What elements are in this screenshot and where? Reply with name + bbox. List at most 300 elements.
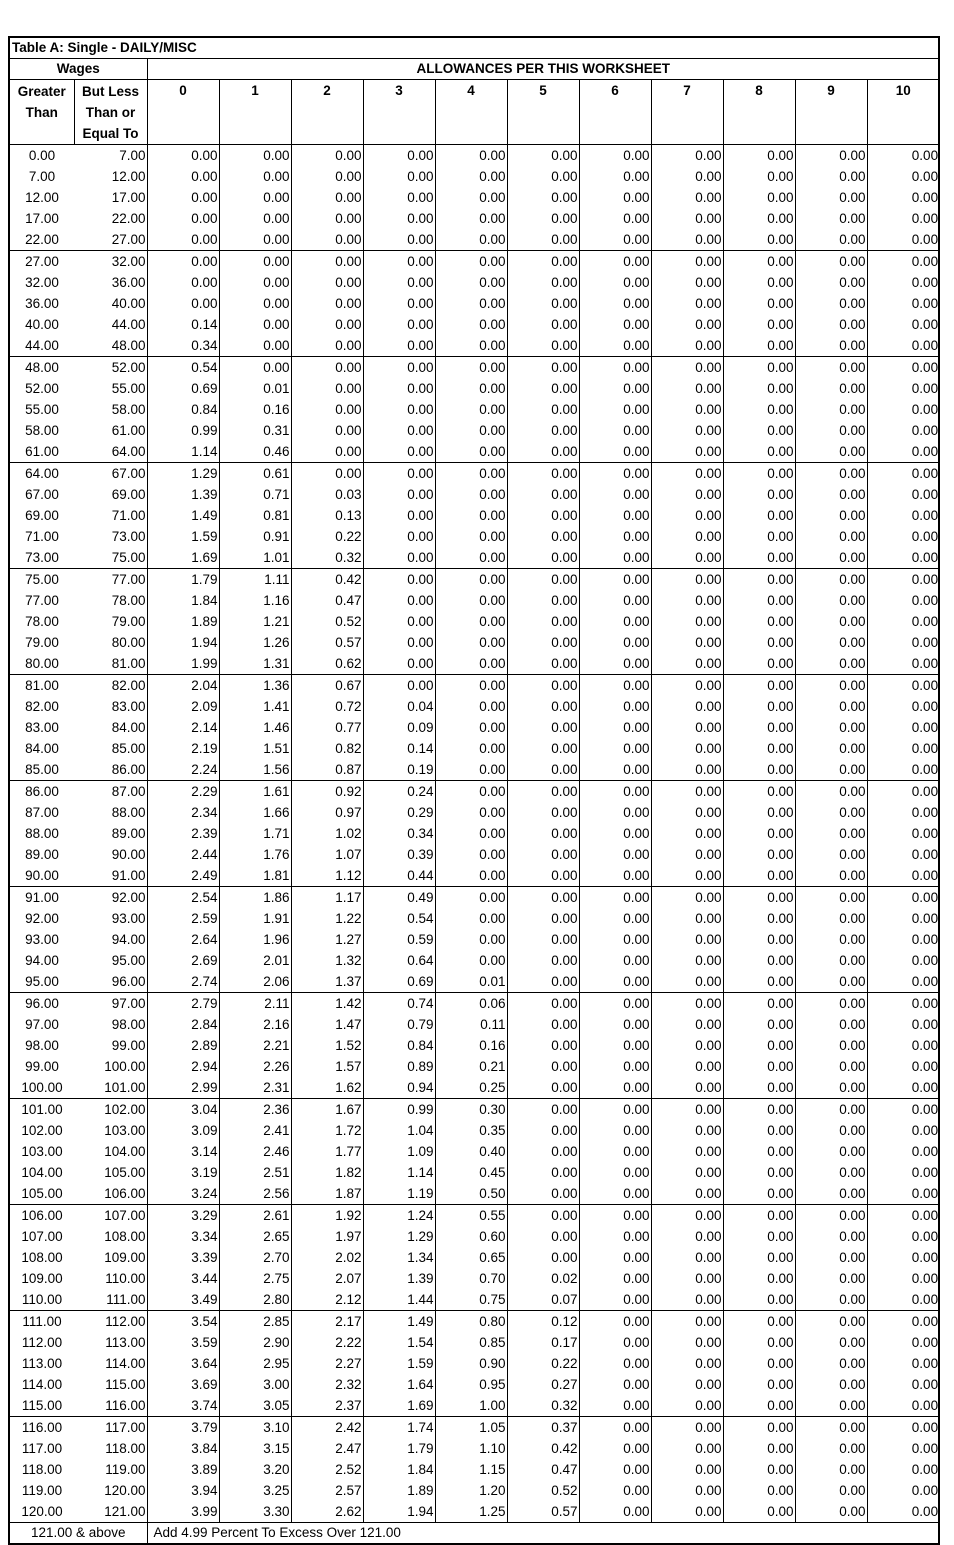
withholding-cell: 0.00: [795, 993, 867, 1015]
wage-but-less: 77.00: [74, 569, 147, 591]
withholding-cell: 0.00: [435, 929, 507, 950]
withholding-cell: 0.00: [651, 844, 723, 865]
withholding-cell: 0.00: [795, 653, 867, 675]
withholding-cell: 2.16: [219, 1014, 291, 1035]
withholding-cell: 0.00: [579, 251, 651, 273]
withholding-cell: 0.00: [579, 1332, 651, 1353]
withholding-cell: 3.14: [147, 1141, 219, 1162]
withholding-cell: 0.00: [363, 293, 435, 314]
wage-but-less: 12.00: [74, 166, 147, 187]
table-row: [10, 1205, 939, 1227]
wage-but-less: 112.00: [74, 1311, 147, 1333]
withholding-cell: 0.00: [507, 399, 579, 420]
withholding-cell: 2.84: [147, 1014, 219, 1035]
table-row: [10, 1099, 939, 1121]
withholding-cell: 2.62: [291, 1501, 363, 1523]
withholding-cell: 0.00: [435, 950, 507, 971]
withholding-cell: 1.57: [291, 1056, 363, 1077]
wage-but-less: 80.00: [74, 632, 147, 653]
wage-but-less: 22.00: [74, 208, 147, 229]
withholding-cell: 2.56: [219, 1183, 291, 1205]
withholding-cell: 0.00: [723, 1099, 795, 1121]
withholding-cell: 1.29: [363, 1226, 435, 1247]
withholding-cell: 3.99: [147, 1501, 219, 1523]
withholding-cell: 0.00: [651, 1459, 723, 1480]
withholding-cell: 2.52: [291, 1459, 363, 1480]
withholding-cell: 3.05: [219, 1395, 291, 1417]
withholding-cell: 0.00: [651, 229, 723, 251]
withholding-cell: 0.00: [435, 908, 507, 929]
withholding-cell: 1.14: [363, 1162, 435, 1183]
withholding-cell: 0.57: [291, 632, 363, 653]
withholding-cell: 0.92: [291, 781, 363, 803]
withholding-cell: 0.00: [795, 1438, 867, 1459]
withholding-cell: 1.00: [435, 1395, 507, 1417]
withholding-cell: 2.95: [219, 1353, 291, 1374]
wage-but-less: 100.00: [74, 1056, 147, 1077]
withholding-cell: 1.01: [219, 547, 291, 569]
withholding-cell: 0.00: [291, 293, 363, 314]
withholding-cell: 1.14: [147, 441, 219, 463]
withholding-cell: 0.00: [579, 1141, 651, 1162]
withholding-cell: 0.57: [507, 1501, 579, 1523]
withholding-cell: 0.61: [219, 463, 291, 485]
withholding-cell: 3.89: [147, 1459, 219, 1480]
withholding-cell: 1.19: [363, 1183, 435, 1205]
withholding-cell: 0.00: [795, 950, 867, 971]
wage-but-less: 44.00: [74, 314, 147, 335]
wage-but-less: 32.00: [74, 251, 147, 273]
withholding-cell: 0.00: [723, 653, 795, 675]
withholding-cell: 0.00: [795, 569, 867, 591]
wage-but-less: 27.00: [74, 229, 147, 251]
wage-greater-than: 97.00: [25, 1016, 59, 1032]
withholding-cell: 0.00: [579, 1501, 651, 1523]
allowance-col-header: 2: [291, 80, 363, 145]
withholding-cell: 0.00: [723, 1268, 795, 1289]
withholding-cell: 0.00: [651, 145, 723, 167]
withholding-cell: 0.00: [363, 166, 435, 187]
withholding-cell: 1.10: [435, 1438, 507, 1459]
withholding-cell: 0.00: [911, 422, 939, 438]
withholding-cell: 1.84: [147, 590, 219, 611]
withholding-cell: 0.00: [867, 569, 939, 591]
wage-greater-than: 120.00: [21, 1503, 63, 1519]
withholding-cell: 1.81: [219, 865, 291, 887]
withholding-cell: 0.00: [911, 528, 939, 544]
table-row: [10, 844, 939, 865]
withholding-cell: 0.06: [435, 993, 507, 1015]
withholding-cell: 0.00: [435, 653, 507, 675]
withholding-cell: 0.00: [795, 441, 867, 463]
wage-greater-than: 64.00: [10, 463, 74, 485]
wage-but-less: 40.00: [74, 293, 147, 314]
withholding-cell: 0.01: [435, 971, 507, 993]
table-row: [10, 547, 939, 569]
tax-table: [10, 38, 939, 1543]
withholding-cell: 0.00: [507, 1183, 579, 1205]
withholding-cell: 0.00: [507, 378, 579, 399]
withholding-cell: 0.46: [219, 441, 291, 463]
table-row: [10, 463, 939, 485]
withholding-cell: 0.00: [795, 293, 867, 314]
withholding-cell: 0.00: [579, 802, 651, 823]
withholding-cell: 0.00: [651, 569, 723, 591]
wage-but-less: 106.00: [74, 1183, 147, 1205]
withholding-cell: 0.00: [651, 1311, 723, 1333]
withholding-cell: 0.54: [147, 357, 219, 379]
withholding-cell: 0.00: [579, 484, 651, 505]
withholding-cell: 1.69: [147, 547, 219, 569]
wage-greater-than: 115.00: [21, 1397, 63, 1413]
table-row: [10, 526, 939, 547]
withholding-cell: 1.37: [291, 971, 363, 993]
wage-greater-than: 86.00: [10, 781, 74, 803]
table-row: [10, 166, 939, 187]
withholding-cell: 0.00: [723, 887, 795, 909]
withholding-cell: 0.00: [363, 484, 435, 505]
withholding-cell: 0.00: [723, 1459, 795, 1480]
withholding-cell: 0.00: [291, 357, 363, 379]
table-row: [10, 145, 939, 167]
withholding-cell: 0.00: [435, 802, 507, 823]
wage-greater-than: 52.00: [25, 380, 59, 396]
withholding-cell: 0.00: [651, 675, 723, 697]
withholding-cell: 1.84: [363, 1459, 435, 1480]
withholding-cell: 0.00: [651, 971, 723, 993]
withholding-cell: 0.00: [219, 166, 291, 187]
withholding-cell: 0.00: [795, 251, 867, 273]
withholding-cell: 1.89: [147, 611, 219, 632]
withholding-cell: 0.31: [219, 420, 291, 441]
withholding-cell: 0.00: [795, 1014, 867, 1035]
withholding-cell: 0.00: [795, 717, 867, 738]
table-title: Table A: Single - DAILY/MISC: [10, 38, 939, 59]
withholding-cell: 0.00: [795, 696, 867, 717]
withholding-cell: 0.00: [579, 314, 651, 335]
withholding-cell: 0.00: [507, 590, 579, 611]
wage-greater-than: 104.00: [21, 1164, 63, 1180]
withholding-cell: 3.69: [147, 1374, 219, 1395]
withholding-cell: 0.00: [579, 399, 651, 420]
wage-greater-than: 40.00: [25, 316, 59, 332]
wage-but-less: 73.00: [74, 526, 147, 547]
withholding-cell: 0.00: [651, 993, 723, 1015]
wage-but-less: 101.00: [74, 1077, 147, 1099]
withholding-cell: 0.00: [579, 1480, 651, 1501]
withholding-cell: 0.00: [435, 314, 507, 335]
withholding-cell: 0.00: [651, 717, 723, 738]
withholding-cell: 2.65: [219, 1226, 291, 1247]
withholding-cell: 0.00: [651, 950, 723, 971]
withholding-cell: 1.74: [363, 1417, 435, 1439]
withholding-cell: 0.00: [911, 634, 939, 650]
withholding-cell: 0.00: [911, 1249, 939, 1265]
wage-but-less: 99.00: [74, 1035, 147, 1056]
withholding-cell: 0.00: [363, 314, 435, 335]
table-row: [10, 1056, 939, 1077]
withholding-cell: 0.00: [795, 611, 867, 632]
withholding-cell: 3.25: [219, 1480, 291, 1501]
withholding-cell: 0.00: [651, 653, 723, 675]
table-row: [10, 314, 939, 335]
withholding-cell: 0.00: [651, 166, 723, 187]
withholding-cell: 0.00: [219, 208, 291, 229]
withholding-cell: 0.00: [435, 378, 507, 399]
withholding-cell: 0.00: [435, 526, 507, 547]
withholding-cell: 0.00: [507, 823, 579, 844]
withholding-cell: 2.85: [219, 1311, 291, 1333]
withholding-cell: 0.00: [651, 738, 723, 759]
withholding-cell: 0.00: [579, 1162, 651, 1183]
withholding-cell: 0.02: [507, 1268, 579, 1289]
wage-greater-than: 96.00: [10, 993, 74, 1015]
withholding-cell: 0.94: [363, 1077, 435, 1099]
withholding-cell: 0.00: [723, 547, 795, 569]
withholding-cell: 0.00: [795, 1395, 867, 1417]
withholding-cell: 0.00: [507, 993, 579, 1015]
wage-but-less: 95.00: [74, 950, 147, 971]
withholding-cell: 0.00: [579, 844, 651, 865]
withholding-cell: 0.00: [507, 1120, 579, 1141]
withholding-cell: 1.02: [291, 823, 363, 844]
wage-greater-than: 101.00: [10, 1099, 74, 1121]
withholding-cell: 0.00: [867, 463, 939, 485]
wage-greater-than: 108.00: [21, 1249, 63, 1265]
allowance-col-header: 6: [579, 80, 651, 145]
wage-but-less: 78.00: [74, 590, 147, 611]
withholding-cell: 1.27: [291, 929, 363, 950]
withholding-cell: 0.00: [723, 229, 795, 251]
withholding-cell: 0.00: [911, 592, 939, 608]
withholding-cell: 0.00: [723, 569, 795, 591]
withholding-cell: 0.91: [219, 526, 291, 547]
withholding-cell: 0.00: [579, 1353, 651, 1374]
table-row: [10, 1014, 939, 1035]
withholding-cell: 0.00: [507, 738, 579, 759]
withholding-cell: 0.00: [723, 357, 795, 379]
wage-but-less: 116.00: [74, 1395, 147, 1417]
withholding-cell: 1.49: [147, 505, 219, 526]
withholding-cell: 0.00: [723, 463, 795, 485]
withholding-cell: 0.00: [291, 251, 363, 273]
wage-greater-than: 58.00: [25, 422, 59, 438]
withholding-cell: 0.79: [363, 1014, 435, 1035]
withholding-cell: 0.47: [291, 590, 363, 611]
wage-greater-than: 83.00: [25, 719, 59, 735]
withholding-cell: 0.00: [219, 251, 291, 273]
withholding-cell: 0.00: [723, 293, 795, 314]
withholding-cell: 0.00: [723, 399, 795, 420]
table-row: [10, 675, 939, 697]
withholding-cell: 1.07: [291, 844, 363, 865]
wage-greater-than: 44.00: [25, 337, 59, 353]
withholding-cell: 0.00: [435, 166, 507, 187]
withholding-cell: 1.22: [291, 908, 363, 929]
withholding-cell: 0.00: [579, 1099, 651, 1121]
table-row: [10, 823, 939, 844]
withholding-cell: 0.00: [795, 738, 867, 759]
wage-greater-than: 95.00: [25, 973, 59, 989]
withholding-cell: 0.00: [219, 314, 291, 335]
withholding-cell: 1.56: [219, 759, 291, 781]
table-row: [10, 653, 939, 675]
wage-greater-than: 92.00: [25, 910, 59, 926]
wage-but-less: 71.00: [74, 505, 147, 526]
withholding-cell: 0.16: [435, 1035, 507, 1056]
withholding-cell: 0.00: [363, 590, 435, 611]
table-row: [10, 611, 939, 632]
withholding-cell: 0.00: [911, 1270, 939, 1286]
withholding-cell: 0.00: [795, 314, 867, 335]
withholding-cell: 0.49: [363, 887, 435, 909]
withholding-cell: 0.00: [795, 1226, 867, 1247]
withholding-cell: 0.00: [507, 950, 579, 971]
withholding-cell: 0.00: [507, 229, 579, 251]
withholding-cell: 0.14: [147, 314, 219, 335]
withholding-cell: 2.80: [219, 1289, 291, 1311]
withholding-cell: 0.00: [435, 696, 507, 717]
allowance-col-header: 7: [651, 80, 723, 145]
table-row: [10, 357, 939, 379]
table-row: [10, 335, 939, 357]
withholding-cell: 0.00: [507, 971, 579, 993]
withholding-cell: 0.00: [651, 802, 723, 823]
wage-greater-than: 102.00: [21, 1122, 63, 1138]
withholding-cell: 0.00: [435, 187, 507, 208]
withholding-cell: 0.00: [363, 229, 435, 251]
withholding-cell: 0.42: [291, 569, 363, 591]
withholding-cell: 0.00: [363, 441, 435, 463]
withholding-cell: 0.19: [363, 759, 435, 781]
withholding-cell: 0.00: [579, 950, 651, 971]
wage-greater-than: 69.00: [25, 507, 59, 523]
withholding-cell: 0.17: [507, 1332, 579, 1353]
withholding-cell: 0.00: [651, 463, 723, 485]
withholding-cell: 0.00: [291, 441, 363, 463]
withholding-cell: 0.00: [435, 632, 507, 653]
withholding-cell: 2.90: [219, 1332, 291, 1353]
withholding-cell: 0.00: [651, 1374, 723, 1395]
withholding-cell: 0.00: [507, 335, 579, 357]
withholding-cell: 2.79: [147, 993, 219, 1015]
wage-greater-than: 98.00: [25, 1037, 59, 1053]
withholding-cell: 0.00: [723, 1226, 795, 1247]
wage-but-less: 110.00: [74, 1268, 147, 1289]
withholding-cell: 0.00: [651, 865, 723, 887]
withholding-cell: 0.00: [911, 846, 939, 862]
withholding-cell: 0.00: [291, 187, 363, 208]
withholding-cell: 1.20: [435, 1480, 507, 1501]
withholding-cell: 0.50: [435, 1183, 507, 1205]
withholding-cell: 0.00: [723, 632, 795, 653]
wage-greater-than: 77.00: [25, 592, 59, 608]
withholding-cell: 3.54: [147, 1311, 219, 1333]
withholding-cell: 0.00: [579, 611, 651, 632]
withholding-cell: 2.74: [147, 971, 219, 993]
withholding-cell: 0.00: [723, 844, 795, 865]
withholding-cell: 0.00: [795, 1162, 867, 1183]
withholding-cell: 1.16: [219, 590, 291, 611]
wage-but-less: 64.00: [74, 441, 147, 463]
withholding-cell: 0.00: [147, 229, 219, 251]
withholding-cell: 0.00: [911, 1440, 939, 1456]
withholding-cell: 0.37: [507, 1417, 579, 1439]
allowances-header: ALLOWANCES PER THIS WORKSHEET: [147, 59, 939, 80]
withholding-cell: 0.00: [867, 781, 939, 803]
withholding-cell: 1.54: [363, 1332, 435, 1353]
withholding-cell: 3.84: [147, 1438, 219, 1459]
wage-but-less: 7.00: [74, 145, 147, 167]
withholding-cell: 3.29: [147, 1205, 219, 1227]
withholding-cell: 1.66: [219, 802, 291, 823]
withholding-cell: 0.00: [579, 441, 651, 463]
withholding-cell: 0.00: [579, 229, 651, 251]
wage-but-less: 96.00: [74, 971, 147, 993]
withholding-cell: 0.07: [507, 1289, 579, 1311]
withholding-cell: 0.00: [911, 719, 939, 735]
withholding-cell: 3.49: [147, 1289, 219, 1311]
withholding-cell: 3.59: [147, 1332, 219, 1353]
withholding-cell: 0.00: [795, 187, 867, 208]
withholding-cell: 0.00: [651, 929, 723, 950]
withholding-cell: 0.00: [651, 1056, 723, 1077]
withholding-cell: 0.00: [291, 463, 363, 485]
table-row: [10, 251, 939, 273]
withholding-cell: 1.05: [435, 1417, 507, 1439]
withholding-cell: 0.00: [911, 1503, 939, 1519]
withholding-cell: 2.21: [219, 1035, 291, 1056]
withholding-cell: 0.00: [291, 272, 363, 293]
withholding-cell: 0.00: [363, 208, 435, 229]
withholding-cell: 1.26: [219, 632, 291, 653]
withholding-cell: 0.45: [435, 1162, 507, 1183]
withholding-cell: 2.94: [147, 1056, 219, 1077]
wage-greater-than: 119.00: [21, 1482, 63, 1498]
withholding-cell: 0.00: [579, 1120, 651, 1141]
wage-greater-than: 89.00: [25, 846, 59, 862]
table-row: [10, 1247, 939, 1268]
withholding-cell: 0.00: [651, 251, 723, 273]
table-row: [10, 441, 939, 463]
table-row: [10, 187, 939, 208]
withholding-cell: 1.86: [219, 887, 291, 909]
withholding-cell: 0.00: [651, 335, 723, 357]
table-row: [10, 759, 939, 781]
withholding-cell: 0.00: [723, 696, 795, 717]
wage-but-less: 61.00: [74, 420, 147, 441]
withholding-cell: 0.00: [651, 1395, 723, 1417]
table-row: [10, 484, 939, 505]
withholding-cell: 2.14: [147, 717, 219, 738]
withholding-cell: 0.00: [795, 1353, 867, 1374]
withholding-cell: 0.00: [219, 293, 291, 314]
wage-greater-than: 112.00: [21, 1334, 63, 1350]
withholding-cell: 0.00: [795, 908, 867, 929]
withholding-cell: 0.00: [651, 1162, 723, 1183]
withholding-cell: 0.00: [723, 950, 795, 971]
withholding-cell: 1.52: [291, 1035, 363, 1056]
table-row: [10, 272, 939, 293]
withholding-cell: 0.00: [795, 759, 867, 781]
withholding-cell: 0.00: [507, 887, 579, 909]
withholding-cell: 0.00: [579, 1374, 651, 1395]
withholding-cell: 0.00: [867, 1205, 939, 1227]
withholding-cell: 0.00: [911, 1376, 939, 1392]
withholding-cell: 0.69: [147, 378, 219, 399]
withholding-cell: 2.69: [147, 950, 219, 971]
withholding-cell: 0.00: [435, 441, 507, 463]
